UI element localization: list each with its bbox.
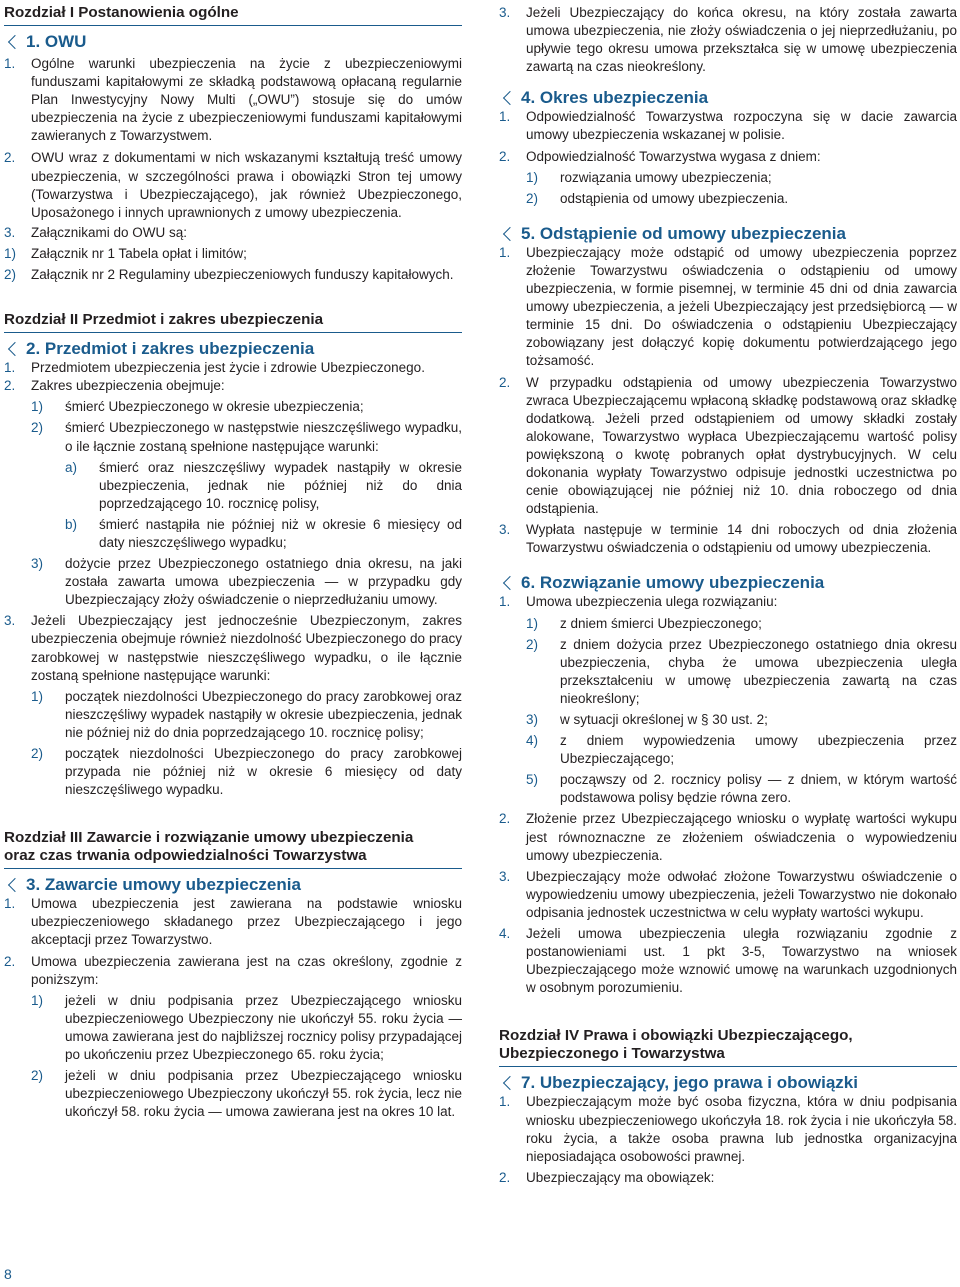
list-item-text: z dniem dożycia przez Ubezpieczonego ostatniego dnia okresu ubezpieczenia, chyba że umowa ubezpieczenia uległa przekształceniu w umowę ubezpieczenia zawartą na czas nieokreślony;: [560, 636, 957, 706]
paragraph-number: 1.: [4, 56, 16, 71]
list-item: [4, 688, 462, 742]
paragraph: [4, 895, 462, 949]
list-item-number: 4): [526, 733, 539, 749]
list-item-letter: a): [65, 459, 78, 475]
list-item: [4, 555, 462, 609]
section-heading: [4, 339, 462, 359]
paragraph: [499, 1169, 957, 1187]
list-item-number: 1): [31, 688, 44, 704]
chevron-icon: [503, 1076, 517, 1090]
chapter-rule: [4, 868, 462, 869]
paragraph: [499, 810, 957, 864]
paragraph: [499, 244, 957, 371]
list-item: [499, 732, 957, 768]
paragraph-text: Złożenie przez Ubezpieczającego wniosku o wypłatę wartości wykupu jest równoznaczne ze złożeniem oświadczenia o wypowiedzeniu umowy ubezpieczenia.: [526, 811, 957, 863]
list-item-text: dożycie przez Ubezpieczonego ostatniego dnia okresu, na jaki została zawarta umowa ubezpieczenia — w przypadku gdy Ubezpieczający złoży oświadczenie o nieprzedłużaniu umowy.: [65, 556, 462, 608]
chapter-heading-line: Rozdział IV Prawa i obowiązki Ubezpieczającego,: [499, 1027, 853, 1045]
chapter-heading-line: Ubezpieczonego i Towarzystwa: [499, 1045, 725, 1063]
paragraph-text: Umowa ubezpieczenia ulega rozwiązaniu:: [526, 594, 778, 610]
list-item-text: w sytuacji określonej w § 30 ust. 2;: [560, 712, 768, 727]
paragraph: [4, 359, 462, 377]
chevron-icon: [503, 227, 517, 241]
list-item: [4, 992, 462, 1064]
paragraph: [499, 593, 957, 611]
paragraph-text: Jeżeli Ubezpieczający jest jednocześnie Ubezpieczonym, zakres ubezpieczenia obejmuje również niezdolność Ubezpieczonego do pracy zarobkowej w następstwie nieszczęśliwego wypadku, o ile łącznie zostaną spełnione następujące warunki:: [31, 613, 462, 683]
list-item: [499, 711, 957, 729]
paragraph-number: 2.: [499, 148, 511, 164]
chapter-rule: [4, 25, 462, 26]
paragraph-text: Jeżeli Ubezpieczający do końca okresu, na który została zawarta umowa ubezpieczenia, nie złoży oświadczenia o jej nieprzedłużaniu, po upływie tego okresu umowa przekształca się w umowę ubezpieczenia zawartą na czas nieokreślony.: [526, 5, 957, 75]
section-title: 3. Zawarcie umowy ubezpieczenia: [26, 875, 301, 895]
paragraph: [499, 4, 957, 76]
chevron-icon: [503, 91, 517, 105]
paragraph: [499, 1093, 957, 1165]
paragraph-number: 3.: [499, 522, 511, 538]
section-heading: [4, 875, 462, 895]
section-title: 6. Rozwiązanie umowy ubezpieczenia: [521, 573, 825, 593]
paragraph-text: Umowa ubezpieczenia jest zawierana na podstawie wniosku ubezpieczeniowego składanego przez Ubezpieczającego i jego akceptacji przez Towarzystwo.: [31, 896, 462, 948]
paragraph-number: 1.: [4, 896, 16, 912]
chevron-icon: [8, 878, 22, 892]
paragraph-text: Jeżeli umowa ubezpieczenia uległa rozwiązaniu zgodnie z postanowieniami ust. 1 pkt 3-5, Towarzystwo na wniosek Ubezpieczającego może wznowić umowę na warunkach uzgodnionych w osobnym porozumieniu.: [526, 926, 957, 996]
list-item-text: jeżeli w dniu podpisania przez Ubezpieczającego wniosku ubezpieczeniowego Ubezpieczony nie ukończył 55. roku życia — umowa zawierana jest do najbliższej rocznicy polisy przypadającej po ukończeniu przez Ubezpieczonego 65. roku życia;: [65, 992, 462, 1063]
list-item-number: 1): [4, 245, 17, 261]
list-item-text: początek niezdolności Ubezpieczonego do pracy zarobkowej oraz nieszczęśliwy wypadek nastąpiły w okresie ubezpieczenia, jednak nie później niż do dnia poprzedzającego 10. rocznicę polisy;: [65, 688, 462, 740]
list-item-number: 3): [31, 556, 44, 572]
paragraph-text: Wypłata następuje w terminie 14 dni roboczych od dnia złożenia Towarzystwu oświadczenia o odstąpieniu od umowy ubezpieczenia.: [526, 522, 957, 556]
paragraph-number: 3.: [499, 5, 511, 20]
list-item: [4, 516, 462, 552]
chapter-heading: Rozdział II Przedmiot i zakres ubezpieczenia: [4, 311, 324, 329]
paragraph: [4, 149, 462, 221]
list-item: [4, 266, 462, 284]
list-item-text: rozwiązania umowy ubezpieczenia;: [560, 169, 772, 185]
section-title: 1. OWU: [26, 32, 87, 51]
paragraph-text: Umowa ubezpieczenia zawierana jest na czas określony, zgodnie z poniższym:: [31, 953, 462, 987]
paragraph-number: 2.: [499, 811, 511, 827]
list-item: [499, 169, 957, 187]
paragraph-text: Ubezpieczający może odwołać złożone Towarzystwu oświadczenie o wypowiedzeniu umowy ubezpieczenia, jeżeli Towarzystwo nie dokonało odpisania jednostek uczestnictwa w celu wypłaty wartości wykupu.: [526, 868, 957, 920]
paragraph-text: Ubezpieczającym może być osoba fizyczna, która w dniu podpisania wniosku ubezpieczeniowego ukończyła 18. rok życia i nie ukończyła 58. roku życia, a także osoba prawna lub jednostka organizacyjna nieposiadająca osobowości prawnej.: [526, 1094, 957, 1164]
list-item: [4, 745, 462, 799]
paragraph: [499, 374, 957, 519]
paragraph-text: Ubezpieczający może odstąpić od umowy ubezpieczenia poprzez złożenie Towarzystwu oświadczenia o odstąpieniu od umowy ubezpieczenia, w formie pisemnej, w terminie 45 dni od dnia zawarcia umowy ubezpieczenia, a jeżeli Ubezpieczający jest przedsiębiorcą — w terminie 15 dni. Do oświadczenia o odstąpieniu Ubezpieczający zobowiązany jest dołączyć kopię dokumentu potwierdzającego jego tożsamość.: [526, 244, 957, 369]
list-item: [4, 1067, 462, 1121]
paragraph-number: 1.: [499, 594, 511, 610]
section-title: 7. Ubezpieczający, jego prawa i obowiązki: [521, 1073, 858, 1093]
chapter-heading: Rozdział I Postanowienia ogólne: [4, 4, 239, 21]
list-item-number: 2): [31, 746, 44, 761]
paragraph-text: Ubezpieczający ma obowiązek:: [526, 1169, 715, 1185]
chevron-icon: [503, 576, 517, 590]
paragraph-number: 2.: [499, 1169, 511, 1185]
chapter-heading: [4, 829, 462, 865]
list-item-text: Załącznik nr 1 Tabela opłat i limitów;: [31, 245, 247, 261]
paragraph: [499, 521, 957, 557]
paragraph-number: 1.: [499, 244, 511, 260]
paragraph-number: 1.: [4, 360, 16, 376]
list-item-text: śmierć oraz nieszczęśliwy wypadek nastąpiły w okresie ubezpieczenia, jednak nie później niż do dnia poprzedzającego 10. rocznicę polisy,: [99, 459, 462, 511]
paragraph-number: 2.: [4, 150, 16, 166]
paragraph: [4, 377, 462, 395]
paragraph-number: 4.: [499, 926, 511, 942]
list-item-text: z dniem wypowiedzenia umowy ubezpieczenia przez Ubezpieczającego;: [560, 733, 957, 767]
list-item-number: 1): [31, 992, 44, 1008]
paragraph-number: 2.: [499, 374, 511, 390]
paragraph-text: Przedmiotem ubezpieczenia jest życie i zdrowie Ubezpieczonego.: [31, 360, 425, 376]
list-item-number: 2): [4, 267, 17, 283]
paragraph: [4, 612, 462, 684]
section-heading: [499, 224, 957, 244]
paragraph-number: 1.: [499, 1094, 511, 1110]
section-title: 4. Okres ubezpieczenia: [521, 88, 709, 108]
paragraph-text: OWU wraz z dokumentami w nich wskazanymi kształtują treść umowy ubezpieczenia, w szczególności prawa i obowiązki Stron tej umowy (Towarzystwa i Ubezpieczającego), jak również Ubezpieczonego, Uposażonego i innych uprawnionych z umowy ubezpieczenia.: [31, 150, 462, 220]
paragraph-text: Zakres ubezpieczenia obejmuje:: [31, 378, 225, 394]
list-item-letter: b): [65, 516, 78, 532]
list-item-text: śmierć Ubezpieczonego w okresie ubezpieczenia;: [65, 399, 364, 415]
paragraph-number: 1.: [499, 109, 511, 125]
paragraph: [499, 868, 957, 922]
section-title: 5. Odstąpienie od umowy ubezpieczenia: [521, 223, 846, 243]
list-item: [499, 771, 957, 807]
list-item-text: Załącznik nr 2 Regulaminy ubezpieczeniowych funduszy kapitałowych.: [31, 267, 454, 283]
chapter-heading-line: oraz czas trwania odpowiedzialności Towarzystwa: [4, 847, 367, 865]
paragraph-number: 2.: [4, 953, 16, 969]
paragraph-number: 3.: [4, 224, 16, 240]
page-number: 8: [4, 1266, 12, 1282]
list-item: [499, 615, 957, 633]
list-item: [4, 245, 462, 263]
list-item-text: śmierć nastąpiła nie później niż w okresie 6 miesięcy od daty nieszczęśliwego wypadku;: [99, 516, 462, 550]
paragraph-number: 3.: [4, 613, 16, 629]
list-item-number: 1): [526, 169, 539, 185]
chapter-heading: [499, 1027, 957, 1063]
list-item: [4, 459, 462, 513]
chevron-icon: [8, 342, 22, 356]
list-item: [4, 419, 462, 455]
paragraph-number: 2.: [4, 378, 16, 394]
list-item-number: 3): [526, 712, 539, 727]
section-heading: [499, 88, 957, 108]
list-item-number: 2): [31, 1068, 44, 1084]
list-item-text: śmierć Ubezpieczonego w następstwie nieszczęśliwego wypadku, o ile łącznie zostaną spełnione następujące warunki:: [65, 420, 462, 454]
list-item-text: początek niezdolności Ubezpieczonego do pracy zarobkowej przypada nie później niż w okresie 6 miesięcy od daty nieszczęśliwego wypadku.: [65, 746, 462, 798]
paragraph: [499, 925, 957, 997]
list-item-number: 1): [526, 615, 539, 631]
list-item: [4, 398, 462, 416]
paragraph-text: W przypadku odstąpienia od umowy ubezpieczenia Towarzystwo zwraca Ubezpieczającemu wpłaconą składkę podstawową oraz składkę dodatkową. Jeżeli przed odstąpieniem od umowy składki zostały alokowane, Towarzystwo wypłaca Ubezpieczającemu wartość polisy powiększoną o kwotę pobranych opłat dystrybucyjnych. W celu dokonania wypłaty Towarzystwo odpisuje jednostki uczestnictwa po cenie obowiązującej nie później niż 10. dnia roboczego od dnia odstąpienia.: [526, 374, 957, 517]
paragraph-text: Odpowiedzialność Towarzystwa rozpoczyna się w dacie zawarcia umowy ubezpieczenia wskazanej w polisie.: [526, 109, 957, 143]
paragraph-number: 3.: [499, 868, 511, 884]
list-item-text: począwszy od 2. rocznicy polisy — z dniem, w którym wartość podstawowa polisy będzie równa zero.: [560, 772, 957, 806]
right-column: [499, 0, 957, 1187]
list-item-number: 2): [31, 420, 44, 436]
list-item-text: odstąpienia od umowy ubezpieczenia.: [560, 190, 789, 206]
paragraph: [499, 148, 957, 166]
section-title: 2. Przedmiot i zakres ubezpieczenia: [26, 339, 315, 359]
chevron-icon: [8, 35, 22, 49]
list-item-number: 1): [31, 399, 44, 415]
paragraph: [499, 108, 957, 144]
paragraph: [4, 953, 462, 989]
paragraph-text: Ogólne warunki ubezpieczenia na życie z ubezpieczeniowymi funduszami kapitałowymi ze składką podstawową opłacaną regularnie Plan Inwestycyjny Nowy Multi („OWU”) stosuje się do umów ubezpieczenia na życie z ubezpieczeniowymi funduszami kapitałowymi zawieranych z Towarzystwem.: [31, 56, 462, 144]
left-column: [4, 0, 462, 1121]
list-item-number: 2): [526, 190, 539, 206]
list-item: [499, 190, 957, 208]
paragraph: [4, 224, 462, 242]
list-item-text: z dniem śmierci Ubezpieczonego;: [560, 615, 762, 631]
list-item-text: jeżeli w dniu podpisania przez Ubezpieczającego wniosku ubezpieczeniowego Ubezpieczony ukończył 55. rok życia, lecz nie ukończył 58. roku życia — umowa zawierana jest na okres 10 lat.: [65, 1068, 462, 1120]
list-item-number: 5): [526, 772, 539, 788]
list-item-number: 2): [526, 636, 539, 652]
section-heading: [499, 573, 957, 593]
paragraph: [4, 55, 462, 145]
paragraph-text: Odpowiedzialność Towarzystwa wygasa z dniem:: [526, 148, 821, 164]
chapter-rule: [499, 1066, 957, 1067]
section-heading: [499, 1073, 957, 1093]
chapter-rule: [4, 332, 462, 333]
list-item: [499, 636, 957, 708]
chapter-heading-line: Rozdział III Zawarcie i rozwiązanie umowy ubezpieczenia: [4, 829, 414, 847]
paragraph-text: Załącznikami do OWU są:: [31, 224, 188, 240]
section-heading: [4, 32, 462, 52]
